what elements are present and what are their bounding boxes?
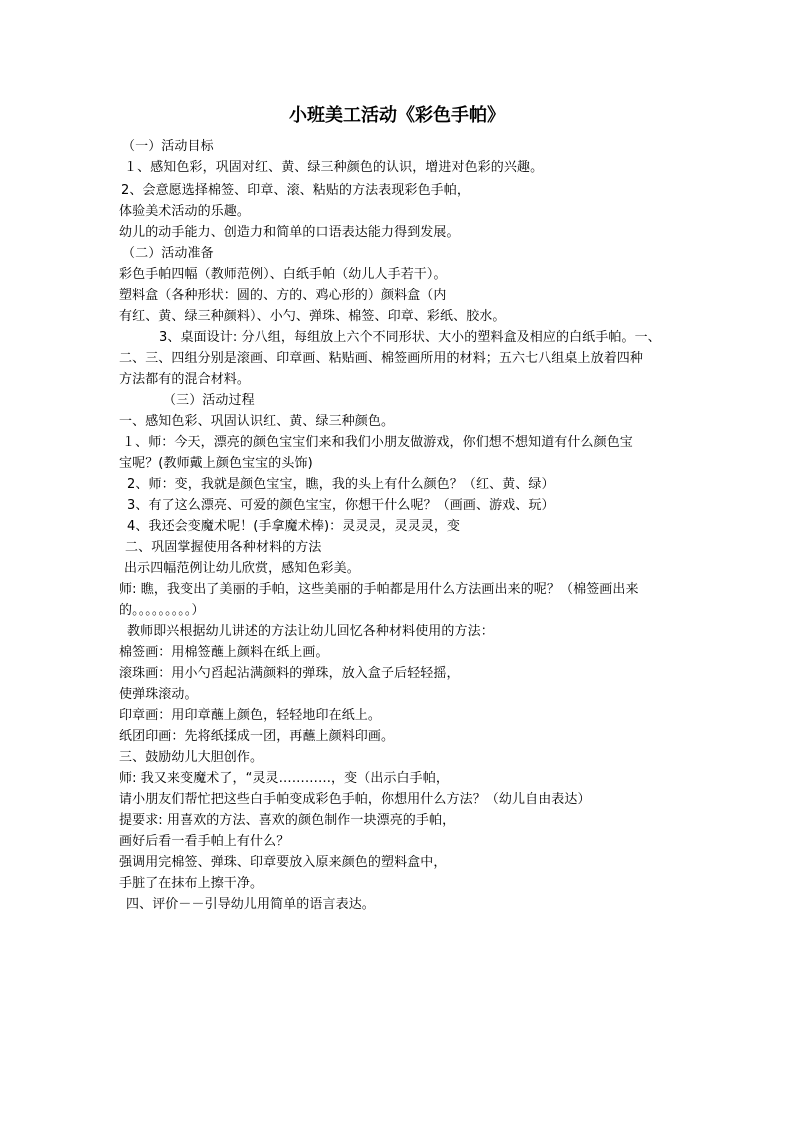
paragraph-line: 四、评价－－引导幼儿用简单的语言表达。 [126,897,375,912]
paragraph-line: 2、师：变，我就是颜色宝宝，瞧，我的头上有什么颜色？（红、黄、绿） [127,477,555,492]
paragraph-line: 体验美术活动的乐趣。 [119,204,251,219]
paragraph-line: 3、有了这么漂亮、可爱的颜色宝宝，你想干什么呢？（画画、游戏、玩） [127,498,555,513]
section-heading-preparation: （二）活动准备 [122,246,214,261]
paragraph-line: 幼儿的动手能力、创造力和简单的口语表达能力得到发展。 [119,225,460,240]
paragraph-line: 有红、黄、绿三种颜料）、小勺、弹珠、棉签、印章、彩纸、胶水。 [119,309,506,324]
paragraph-line: 使弹珠滚动。 [119,687,198,702]
paragraph-line: 强调用完棉签、弹珠、印章要放入原来颜色的塑料盒中， [119,855,447,870]
paragraph-line: 3、桌面设计: 分八组，每组放上六个不同形状、大小的塑料盒及相应的白纸手帕。一、 [159,330,661,345]
paragraph-line: 出示四幅范例让幼儿欣赏，感知色彩美。 [124,561,360,576]
paragraph-line: 的。。。。。。。。。） [119,603,205,618]
paragraph-line: 请小朋友们帮忙把这些白手帕变成彩色手帕，你想用什么方法？（幼儿自由表达） [119,792,591,807]
paragraph-line: 画好后看一看手帕上有什么？ [119,834,290,849]
paragraph-line: 4、我还会变魔术呢！(手拿魔术棒)：灵灵灵，灵灵灵，变 [127,519,461,534]
paragraph-line: 教师即兴根据幼儿讲述的方法让幼儿回忆各种材料使用的方法： [127,624,494,639]
section-heading-goals: （一）活动目标 [122,139,214,154]
paragraph-line: 二、三、四组分别是滚画、印章画、粘贴画、棉签画所用的材料；五六七八组桌上放着四种 [119,351,644,366]
paragraph-line: 宝呢？(教师戴上颜色宝宝的头饰) [119,456,313,471]
paragraph-line: 塑料盒（各种形状：圆的、方的、鸡心形的）颜料盒（内 [119,288,447,303]
paragraph-line: 纸团印画：先将纸揉成一团，再蘸上颜料印画。 [119,729,395,744]
paragraph-line: １、师：今天，漂亮的颜色宝宝们来和我们小朋友做游戏，你们想不想知道有什么颜色宝 [122,435,633,450]
paragraph-line: 方法都有的混合材料。 [119,372,251,387]
paragraph-line: 彩色手帕四幅（教师范例）、白纸手帕（幼儿人手若干）。 [119,267,447,282]
document-title: 小班美工活动《彩色手帕》 [289,105,505,126]
paragraph-line: 师: 瞧，我变出了美丽的手帕，这些美丽的手帕都是用什么方法画出来的呢？（棉签画出来 [119,582,639,597]
paragraph-line: 棉签画：用棉签蘸上颜料在纸上画。 [119,645,329,660]
paragraph-line: 滚珠画：用小勺舀起沾满颜料的弹珠，放入盒子后轻轻摇， [119,666,460,681]
paragraph-line: 手脏了在抹布上擦干净。 [119,876,264,891]
paragraph-line: 师: 我又来变魔术了，“灵灵…………，变（出示白手帕， [119,771,449,786]
paragraph-line: １、感知色彩，巩固对红、黄、绿三种颜色的认识，增进对色彩的兴趣。 [124,160,544,175]
paragraph-line: 提要求: 用喜欢的方法、喜欢的颜色制作一块漂亮的手帕， [119,813,456,828]
paragraph-line: 一、感知色彩、巩固认识红、黄、绿三种颜色。 [119,414,395,429]
paragraph-line: 2、会意愿选择棉签、印章、滚、粘贴的方法表现彩色手帕， [121,183,470,198]
paragraph-line: 三、鼓励幼儿大胆创作。 [119,750,264,765]
paragraph-line: 二、巩固掌握使用各种材料的方法 [125,540,322,555]
paragraph-line: 印章画：用印章蘸上颜色，轻轻地印在纸上。 [119,708,382,723]
section-heading-process: （三）活动过程 [163,393,255,408]
